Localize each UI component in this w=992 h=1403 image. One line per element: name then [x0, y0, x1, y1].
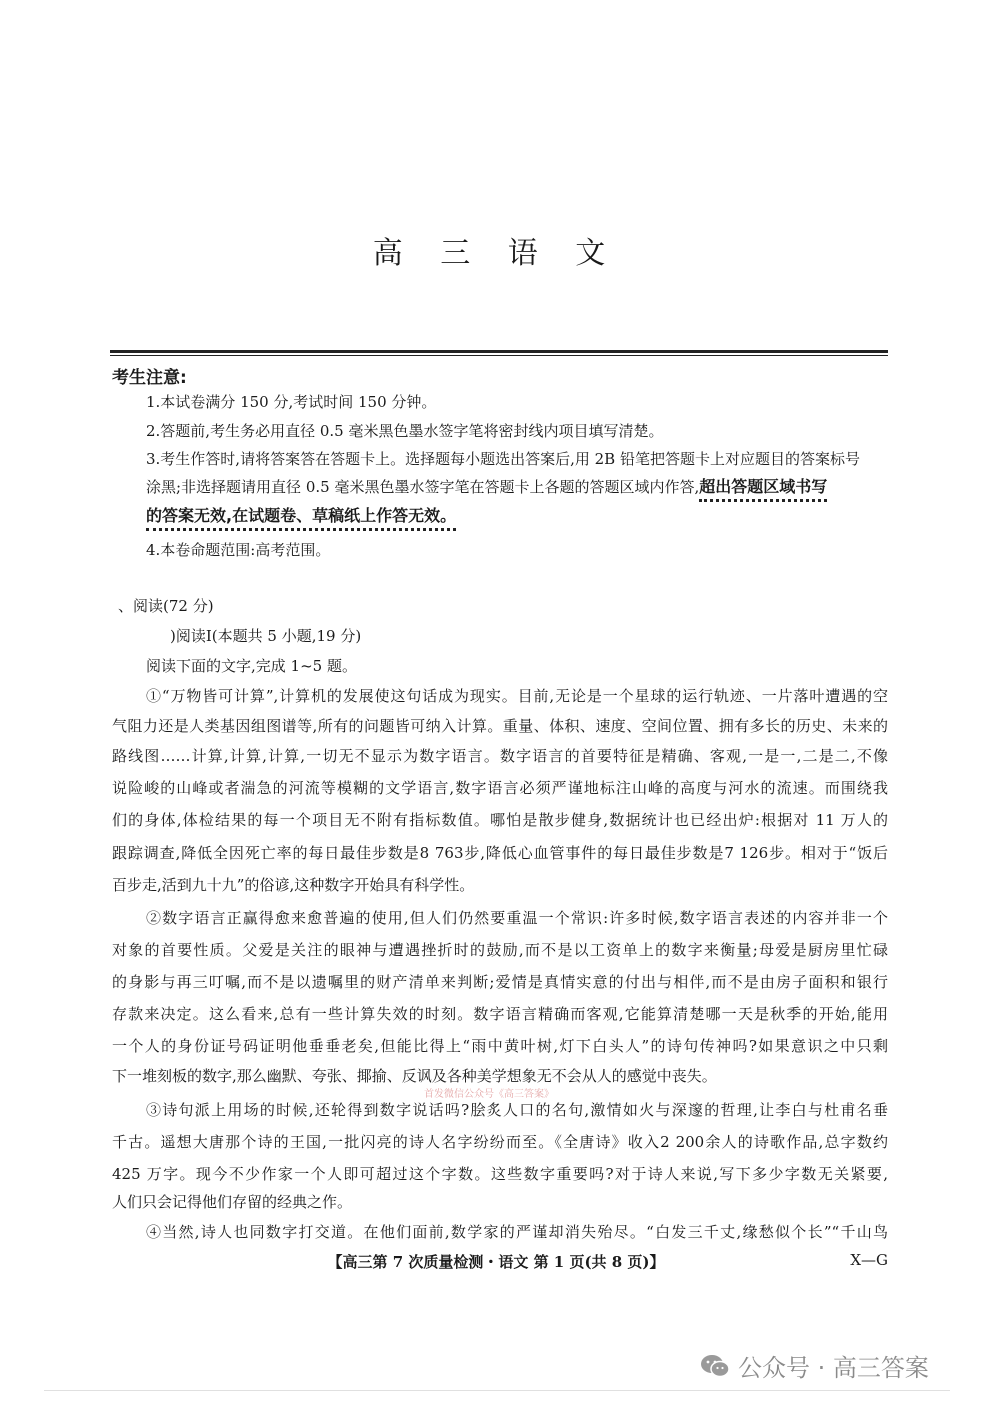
paragraph-line: 们的身体,体检结果的每一个项目无不附有指标数值。哪怕是散步健身,数据统计也已经出炉:根据对 11 万人的 — [112, 811, 888, 829]
watermark-text: 首发微信公众号《高三答案》 — [424, 1089, 554, 1100]
paragraph-line: 425 万字。现今不少作家一个人即可超过这个字数。这些数字重要吗?对于诗人来说,写下多少字数无关紧要, — [112, 1165, 888, 1183]
paragraph-line: 下一堆刻板的数字,那么幽默、夸张、揶揄、反讽及各种美学想象无不会从人的感觉中丧失。 — [112, 1067, 717, 1085]
wechat-badge-label: 公众号 · 高三答案 — [738, 1354, 929, 1382]
notice-item-2: 2.答题前,考生务必用直径 0.5 毫米黑色墨水签字笔将密封线内项目填写清楚。 — [146, 422, 664, 440]
page-footer: 【高三第 7 次质量检测・语文 第 1 页(共 8 页)】 — [327, 1253, 665, 1271]
notice-emphasis-1: 超出答题区域书写 — [699, 477, 827, 502]
paragraph-line: ③诗句派上用场的时候,还轮得到数字说话吗?脍炙人口的名句,激情如火与深邃的哲理,让李白与杜甫名垂 — [146, 1101, 888, 1119]
paper-code: X—G — [850, 1251, 888, 1269]
paragraph-line: 存款来决定。这么看来,总有一些计算失效的时刻。数字语言精确而客观,它能算清楚哪一天是秋季的开始,能用 — [112, 1005, 888, 1023]
paragraph-line: 气阻力还是人类基因组图谱等,所有的问题皆可纳入计算。重量、体积、速度、空间位置、拥有多长的历史、未来的 — [112, 717, 888, 735]
paragraph-line: ④当然,诗人也同数字打交道。在他们面前,数学家的严谨却消失殆尽。“白发三千丈,缘愁似个长”“千山鸟 — [146, 1223, 888, 1241]
paragraph-line: ①“万物皆可计算”,计算机的发展使这句话成为现实。目前,无论是一个星球的运行轨迹、一片落叶遭遇的空 — [146, 687, 888, 705]
section-subheading: )阅读Ⅰ(本题共 5 小题,19 分) — [170, 627, 362, 645]
paragraph-line: 路线图……计算,计算,计算,一切无不显示为数字语言。数字语言的首要特征是精确、客观,一是一,二是二,不像 — [112, 747, 888, 765]
paragraph-line: 说险峻的山峰或者湍急的河流等模糊的文学语言,数字语言必须严谨地标注山峰的高度与河水的流速。而围绕我 — [112, 779, 888, 797]
paragraph-line: 一个人的身份证号码证明他垂垂老矣,但能比得上“雨中黄叶树,灯下白头人”的诗句传神吗?如果意识之中只剩 — [112, 1037, 888, 1055]
wechat-badge — [700, 1348, 929, 1383]
notice-item-3: 3.考生作答时,请将答案答在答题卡上。选择题每小题选出答案后,用 2B 铅笔把答题卡上对应题目的答案标号 — [146, 450, 860, 468]
notice-item-3-cont — [146, 477, 827, 497]
exam-title: 高 三 语 文 — [372, 236, 620, 271]
notice-item-3-emphasis-line — [146, 506, 456, 526]
bottom-divider — [44, 1390, 950, 1391]
notice-item-4: 4.本卷命题范围:高考范围。 — [146, 541, 331, 559]
header-rule-thick — [110, 350, 888, 353]
notice-item-3-line2: 涂黑;非选择题请用直径 0.5 毫米黑色墨水签字笔在答题卡上各题的答题区域内作答, — [146, 478, 700, 496]
paragraph-line: 千古。遥想大唐那个诗的王国,一批闪亮的诗人名字纷纷而至。《全唐诗》收入2 200余人的诗歌作品,总字数约 — [112, 1133, 888, 1151]
notice-heading: 考生注意: — [112, 368, 187, 388]
wechat-icon — [700, 1353, 730, 1379]
paragraph-line: 人们只会记得他们存留的经典之作。 — [112, 1193, 353, 1211]
paragraph-line: 对象的首要性质。父爱是关注的眼神与遭遇挫折时的鼓励,而不是以工资单上的数字来衡量;母爱是厨房里忙碌 — [112, 941, 888, 959]
notice-item-1: 1.本试卷满分 150 分,考试时间 150 分钟。 — [146, 393, 437, 411]
paragraph-line: 百步走,活到九十九”的俗谚,这种数字开始具有科学性。 — [112, 876, 475, 894]
paragraph-line: 跟踪调查,降低全因死亡率的每日最佳步数是8 763步,降低心血管事件的每日最佳步数是7 126步。相对于“饭后 — [112, 844, 888, 862]
section-instruction: 阅读下面的文字,完成 1~5 题。 — [146, 657, 357, 675]
paragraph-line: 的身影与再三叮嘱,而不是以遗嘱里的财产清单来判断;爱情是真情实意的付出与相伴,而不是由房子面积和银行 — [112, 973, 888, 991]
header-rule-thin — [110, 355, 888, 356]
notice-emphasis-2: 的答案无效,在试题卷、草稿纸上作答无效。 — [146, 506, 456, 531]
section-heading: 、阅读(72 分) — [118, 597, 214, 615]
paragraph-line: ②数字语言正赢得愈来愈普遍的使用,但人们仍然要重温一个常识:许多时候,数字语言表述的内容并非一个 — [146, 909, 888, 927]
